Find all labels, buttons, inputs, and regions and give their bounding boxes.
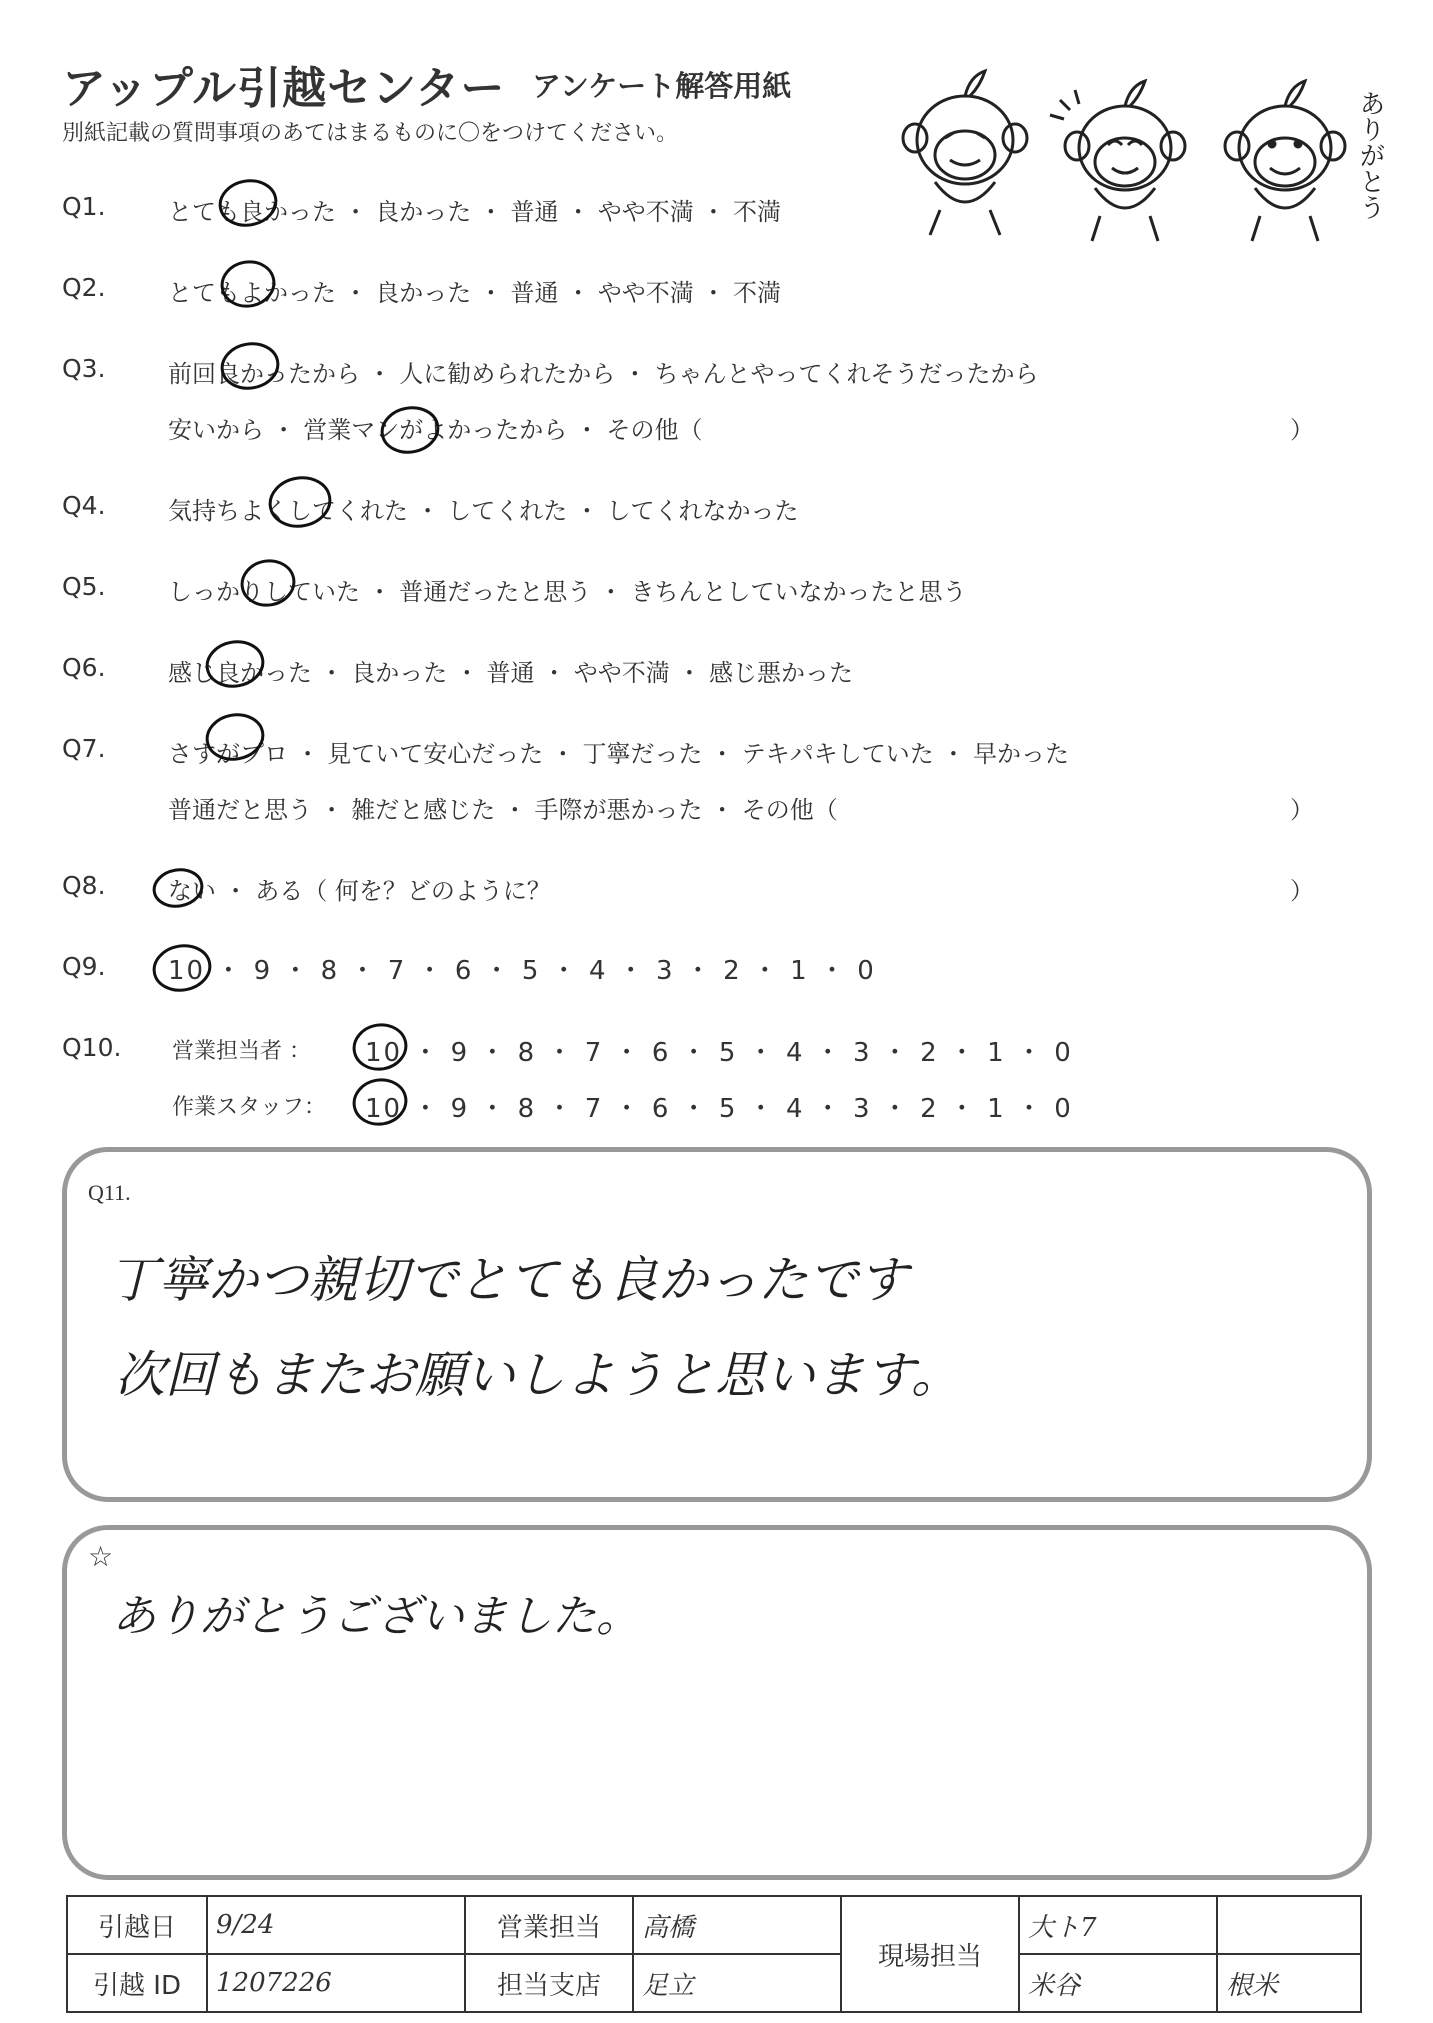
q11-handwritten-line2: 次回もまたお願いしようと思います。 [115, 1346, 961, 1404]
q8-label: Q8. [62, 871, 106, 900]
q9-label: Q9. [62, 952, 106, 981]
comment-handwritten-text: ありがとうございました。 [112, 1591, 640, 1642]
field-rep-empty-cell [1217, 1896, 1361, 1954]
field-rep-value1: 大ト7 [1019, 1896, 1217, 1954]
q1-label: Q1. [62, 192, 106, 221]
q5-options: しっかりしていた ・ 普通だったと思う ・ きちんとしていなかったと思う [168, 578, 967, 606]
q10-sales-label: 営業担当者 ： [172, 1039, 311, 1064]
q9-scale: 10 ・ 9 ・ 8 ・ 7 ・ 6 ・ 5 ・ 4 ・ 3 ・ 2 ・ 1 ・ 0 [168, 956, 876, 986]
q10-label: Q10. [62, 1033, 122, 1062]
q7-options-line1: さすがプロ ・ 見ていて安心だった ・ 丁寧だった ・ テキパキしていた ・ 早かった [168, 740, 1070, 768]
move-id-value: 1207226 [207, 1954, 465, 2012]
company-title: アップル引越センター [62, 63, 506, 114]
move-date-value: 9/24 [207, 1896, 465, 1954]
q6-options: 感じ良かった ・ 良かった ・ 普通 ・ やや不満 ・ 感じ悪かった [168, 659, 854, 687]
footer-info-table [66, 1895, 1362, 2013]
thanks-vertical-text: ありがとう [1355, 90, 1385, 220]
q11-handwritten-line1: 丁寧かつ親切でとても良かったです [108, 1251, 908, 1309]
sales-rep-value: 高橋 [633, 1896, 841, 1954]
q11-answer-box [62, 1147, 1372, 1502]
q3-options-line2: 安いから ・ 営業マンがよかったから ・ その他（ [168, 416, 703, 444]
field-rep-value2: 米谷 [1019, 1954, 1217, 2012]
q2-label: Q2. [62, 273, 106, 302]
q3-label: Q3. [62, 354, 106, 383]
move-date-label: 引越日 [67, 1896, 207, 1954]
q7-close-paren: ） [1290, 796, 1314, 824]
q8-options: ない ・ ある（ 何を？どのように？ [168, 877, 551, 905]
q8-close-paren: ） [1290, 877, 1314, 905]
form-subtitle: アンケート解答用紙 [532, 69, 792, 103]
sales-rep-label: 営業担当 [465, 1896, 633, 1954]
q7-options-line2: 普通だと思う ・ 雑だと感じた ・ 手際が悪かった ・ その他（ [168, 796, 838, 824]
q10-staff-label: 作業スタッフ： [172, 1095, 327, 1120]
q1-options: とても良かった ・ 良かった ・ 普通 ・ やや不満 ・ 不満 [168, 198, 782, 226]
branch-value: 足立 [633, 1954, 841, 2012]
q3-close-paren: ） [1290, 416, 1314, 444]
q6-label: Q6. [62, 653, 106, 682]
move-id-label: 引越 ID [67, 1954, 207, 2012]
branch-label: 担当支店 [465, 1954, 633, 2012]
field-rep-value3: 根米 [1217, 1954, 1361, 2012]
q5-label: Q5. [62, 572, 106, 601]
q7-label: Q7. [62, 734, 106, 763]
q4-options: 気持ちよくしてくれた ・ してくれた ・ してくれなかった [168, 497, 799, 525]
q3-options-line1: 前回良かったから ・ 人に勧められたから ・ ちゃんとやってくれそうだったから [168, 360, 1039, 388]
q10-sales-scale: 10 ・ 9 ・ 8 ・ 7 ・ 6 ・ 5 ・ 4 ・ 3 ・ 2 ・ 1 ・ 0 [365, 1038, 1073, 1068]
star-icon: ☆ [88, 1542, 114, 1573]
q11-label: Q11. [88, 1180, 131, 1205]
instruction-text: 別紙記載の質問事項のあてはまるものに〇をつけてください。 [62, 121, 679, 146]
field-rep-label: 現場担当 [841, 1896, 1019, 2012]
q2-options: とてもよかった ・ 良かった ・ 普通 ・ やや不満 ・ 不満 [168, 279, 782, 307]
comment-box [62, 1525, 1372, 1880]
q4-label: Q4. [62, 491, 106, 520]
q10-staff-scale: 10 ・ 9 ・ 8 ・ 7 ・ 6 ・ 5 ・ 4 ・ 3 ・ 2 ・ 1 ・ 0 [365, 1094, 1073, 1124]
monkey-mascots-illustration [900, 60, 1400, 250]
